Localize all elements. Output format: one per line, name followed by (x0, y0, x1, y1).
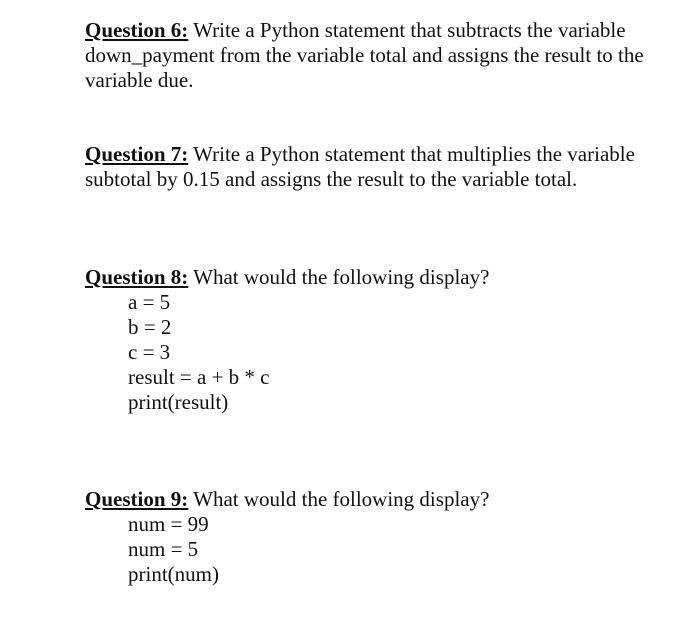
code-line: c = 3 (128, 340, 171, 364)
code-line: a = 5 (128, 290, 171, 314)
question-9-label: Question 9: (85, 487, 189, 511)
question-9-text: What would the following display? (193, 487, 490, 511)
code-line: print(num) (128, 562, 219, 586)
question-7-text: Write a Python statement that multiplies the variable subtotal by 0.15 and assigns the result to the variable total. (85, 142, 635, 191)
code-line: num = 99 (128, 512, 209, 536)
question-8-text: What would the following display? (193, 265, 490, 289)
question-8-code (128, 290, 645, 415)
code-line: print(result) (128, 390, 229, 414)
question-7 (85, 142, 645, 192)
question-9 (85, 487, 645, 587)
question-8-label: Question 8: (85, 265, 189, 289)
question-9-code (128, 512, 645, 587)
question-6-text: Write a Python statement that subtracts the variable down_payment from the variable total and assigns the result to the variable due. (85, 18, 644, 92)
question-7-label: Question 7: (85, 142, 189, 166)
code-line: num = 5 (128, 537, 199, 561)
code-line: b = 2 (128, 315, 172, 339)
question-6-label: Question 6: (85, 18, 189, 42)
question-6 (85, 18, 645, 93)
question-8 (85, 265, 645, 415)
code-line: result = a + b * c (128, 365, 270, 389)
